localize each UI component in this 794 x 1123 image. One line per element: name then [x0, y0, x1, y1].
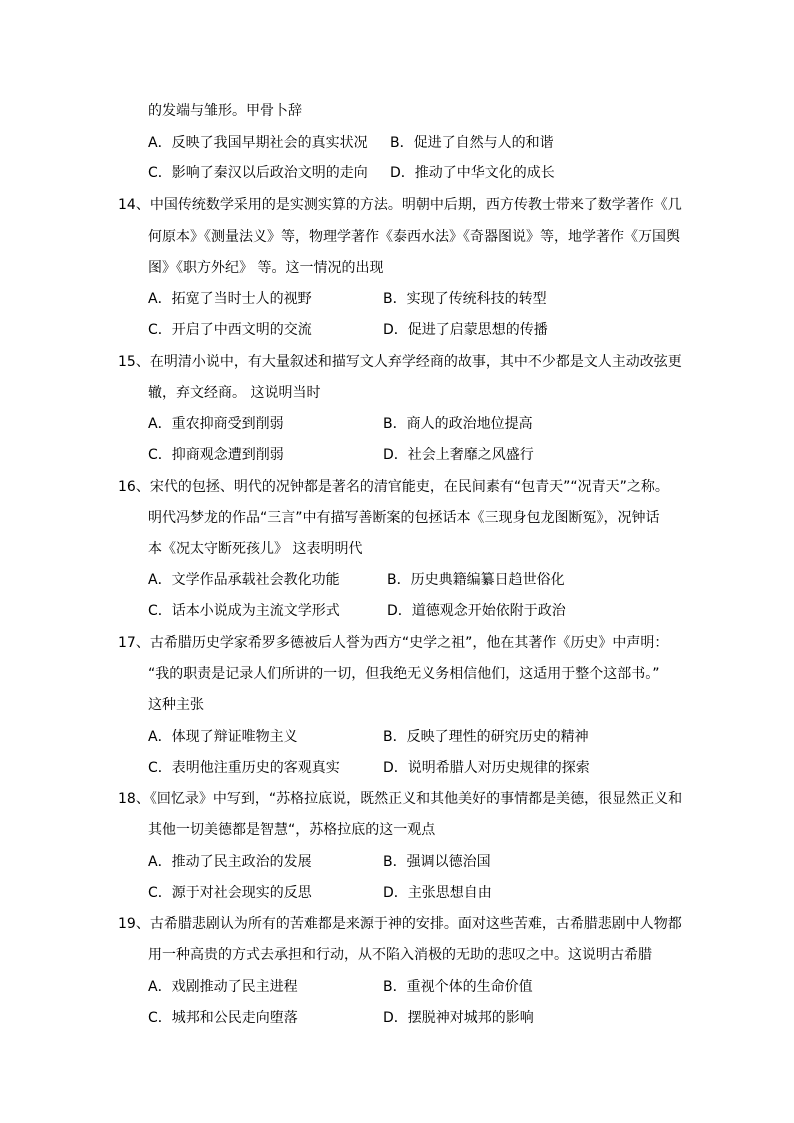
question-16-stem: 16、宋代的包拯、明代的况钟都是著名的清官能吏，在民间素有“包青天”“况青天”之称。 [118, 479, 669, 495]
option-a: A．重农抑商受到削弱 [148, 416, 284, 432]
option-a: A．拓宽了当时士人的视野 [148, 291, 312, 307]
option-a: A．推动了民主政治的发展 [148, 854, 312, 870]
option-c: C．抑商观念遭到削弱 [148, 447, 284, 463]
option-b: B．历史典籍编纂日趋世俗化 [387, 572, 565, 588]
option-c: C．开启了中西文明的交流 [148, 322, 312, 338]
option-b: B．强调以德治国 [383, 854, 491, 870]
option-a: A．文学作品承载社会教化功能 [148, 572, 340, 588]
question-15-stem: 15、在明清小说中，有大量叙述和描写文人弃学经商的故事，其中不少都是文人主动改弦更 [118, 354, 682, 370]
option-b: B．反映了理性的研究历史的精神 [383, 729, 589, 745]
option-a: A．反映了我国早期社会的真实状况 [148, 135, 368, 151]
option-c: C．源于对社会现实的反思 [148, 885, 312, 901]
option-c: C．表明他注重历史的客观真实 [148, 760, 340, 776]
option-d: D．主张思想自由 [383, 885, 492, 901]
question-17-stem: 17、古希腊历史学家希罗多德被后人誉为西方“史学之祖”，他在其著作《历史》中声明： [118, 635, 669, 651]
question-14-stem: 图》《职方外纪》 等。这一情况的出现 [148, 260, 384, 276]
option-b: B．重视个体的生命价值 [383, 979, 533, 995]
option-d: D．说明希腊人对历史规律的探索 [383, 760, 590, 776]
question-16-stem: 明代冯梦龙的作品“三言”中有描写善断案的包拯话本《三现身包龙图断冤》，况钟话 [148, 510, 660, 526]
question-19-stem: 19、古希腊悲剧认为所有的苦难都是来源于神的安排。面对这些苦难，古希腊悲剧中人物都 [118, 916, 682, 932]
option-d: D．促进了启蒙思想的传播 [383, 322, 548, 338]
option-a: A．戏剧推动了民主进程 [148, 979, 298, 995]
question-14-stem: 14、中国传统数学采用的是实测实算的方法。明朝中后期，西方传教士带来了数学著作《几 [118, 197, 682, 213]
question-13-continuation: 的发端与雏形。甲骨卜辞 [148, 103, 302, 119]
option-b: B．实现了传统科技的转型 [383, 291, 547, 307]
option-c: C．话本小说成为主流文学形式 [148, 603, 340, 619]
option-b: B．促进了自然与人的和谐 [390, 135, 554, 151]
question-18-stem: 18、《回忆录》中写到，“苏格拉底说，既然正义和其他美好的事情都是美德，很显然正义和 [118, 791, 683, 807]
option-d: D．推动了中华文化的成长 [390, 165, 555, 181]
question-19-stem: 用一种高贵的方式去承担和行动，从不陷入消极的无助的悲叹之中。这说明古希腊 [148, 947, 652, 963]
option-d: D．道德观念开始依附于政治 [387, 603, 566, 619]
option-d: D．摆脱神对城邦的影响 [383, 1010, 534, 1026]
question-16-stem: 本《况太守断死孩儿》 这表明明代 [148, 541, 363, 557]
question-18-stem: 其他一切美德都是智慧“，苏格拉底的这一观点 [148, 822, 436, 838]
option-b: B．商人的政治地位提高 [383, 416, 533, 432]
question-17-stem: “我的职责是记录人们所讲的一切，但我绝无义务相信他们，这适用于整个这部书。” [148, 666, 660, 682]
question-14-stem: 何原本》《测量法义》等，物理学著作《泰西水法》《奇器图说》等，地学著作《万国舆 [148, 229, 680, 245]
option-d: D．社会上奢靡之风盛行 [383, 447, 534, 463]
option-a: A．体现了辩证唯物主义 [148, 729, 298, 745]
question-15-stem: 辙，弃文经商。 这说明当时 [148, 385, 321, 401]
option-c: C．城邦和公民走向堕落 [148, 1010, 298, 1026]
question-17-stem: 这种主张 [148, 697, 204, 713]
option-c: C．影响了秦汉以后政治文明的走向 [148, 165, 368, 181]
